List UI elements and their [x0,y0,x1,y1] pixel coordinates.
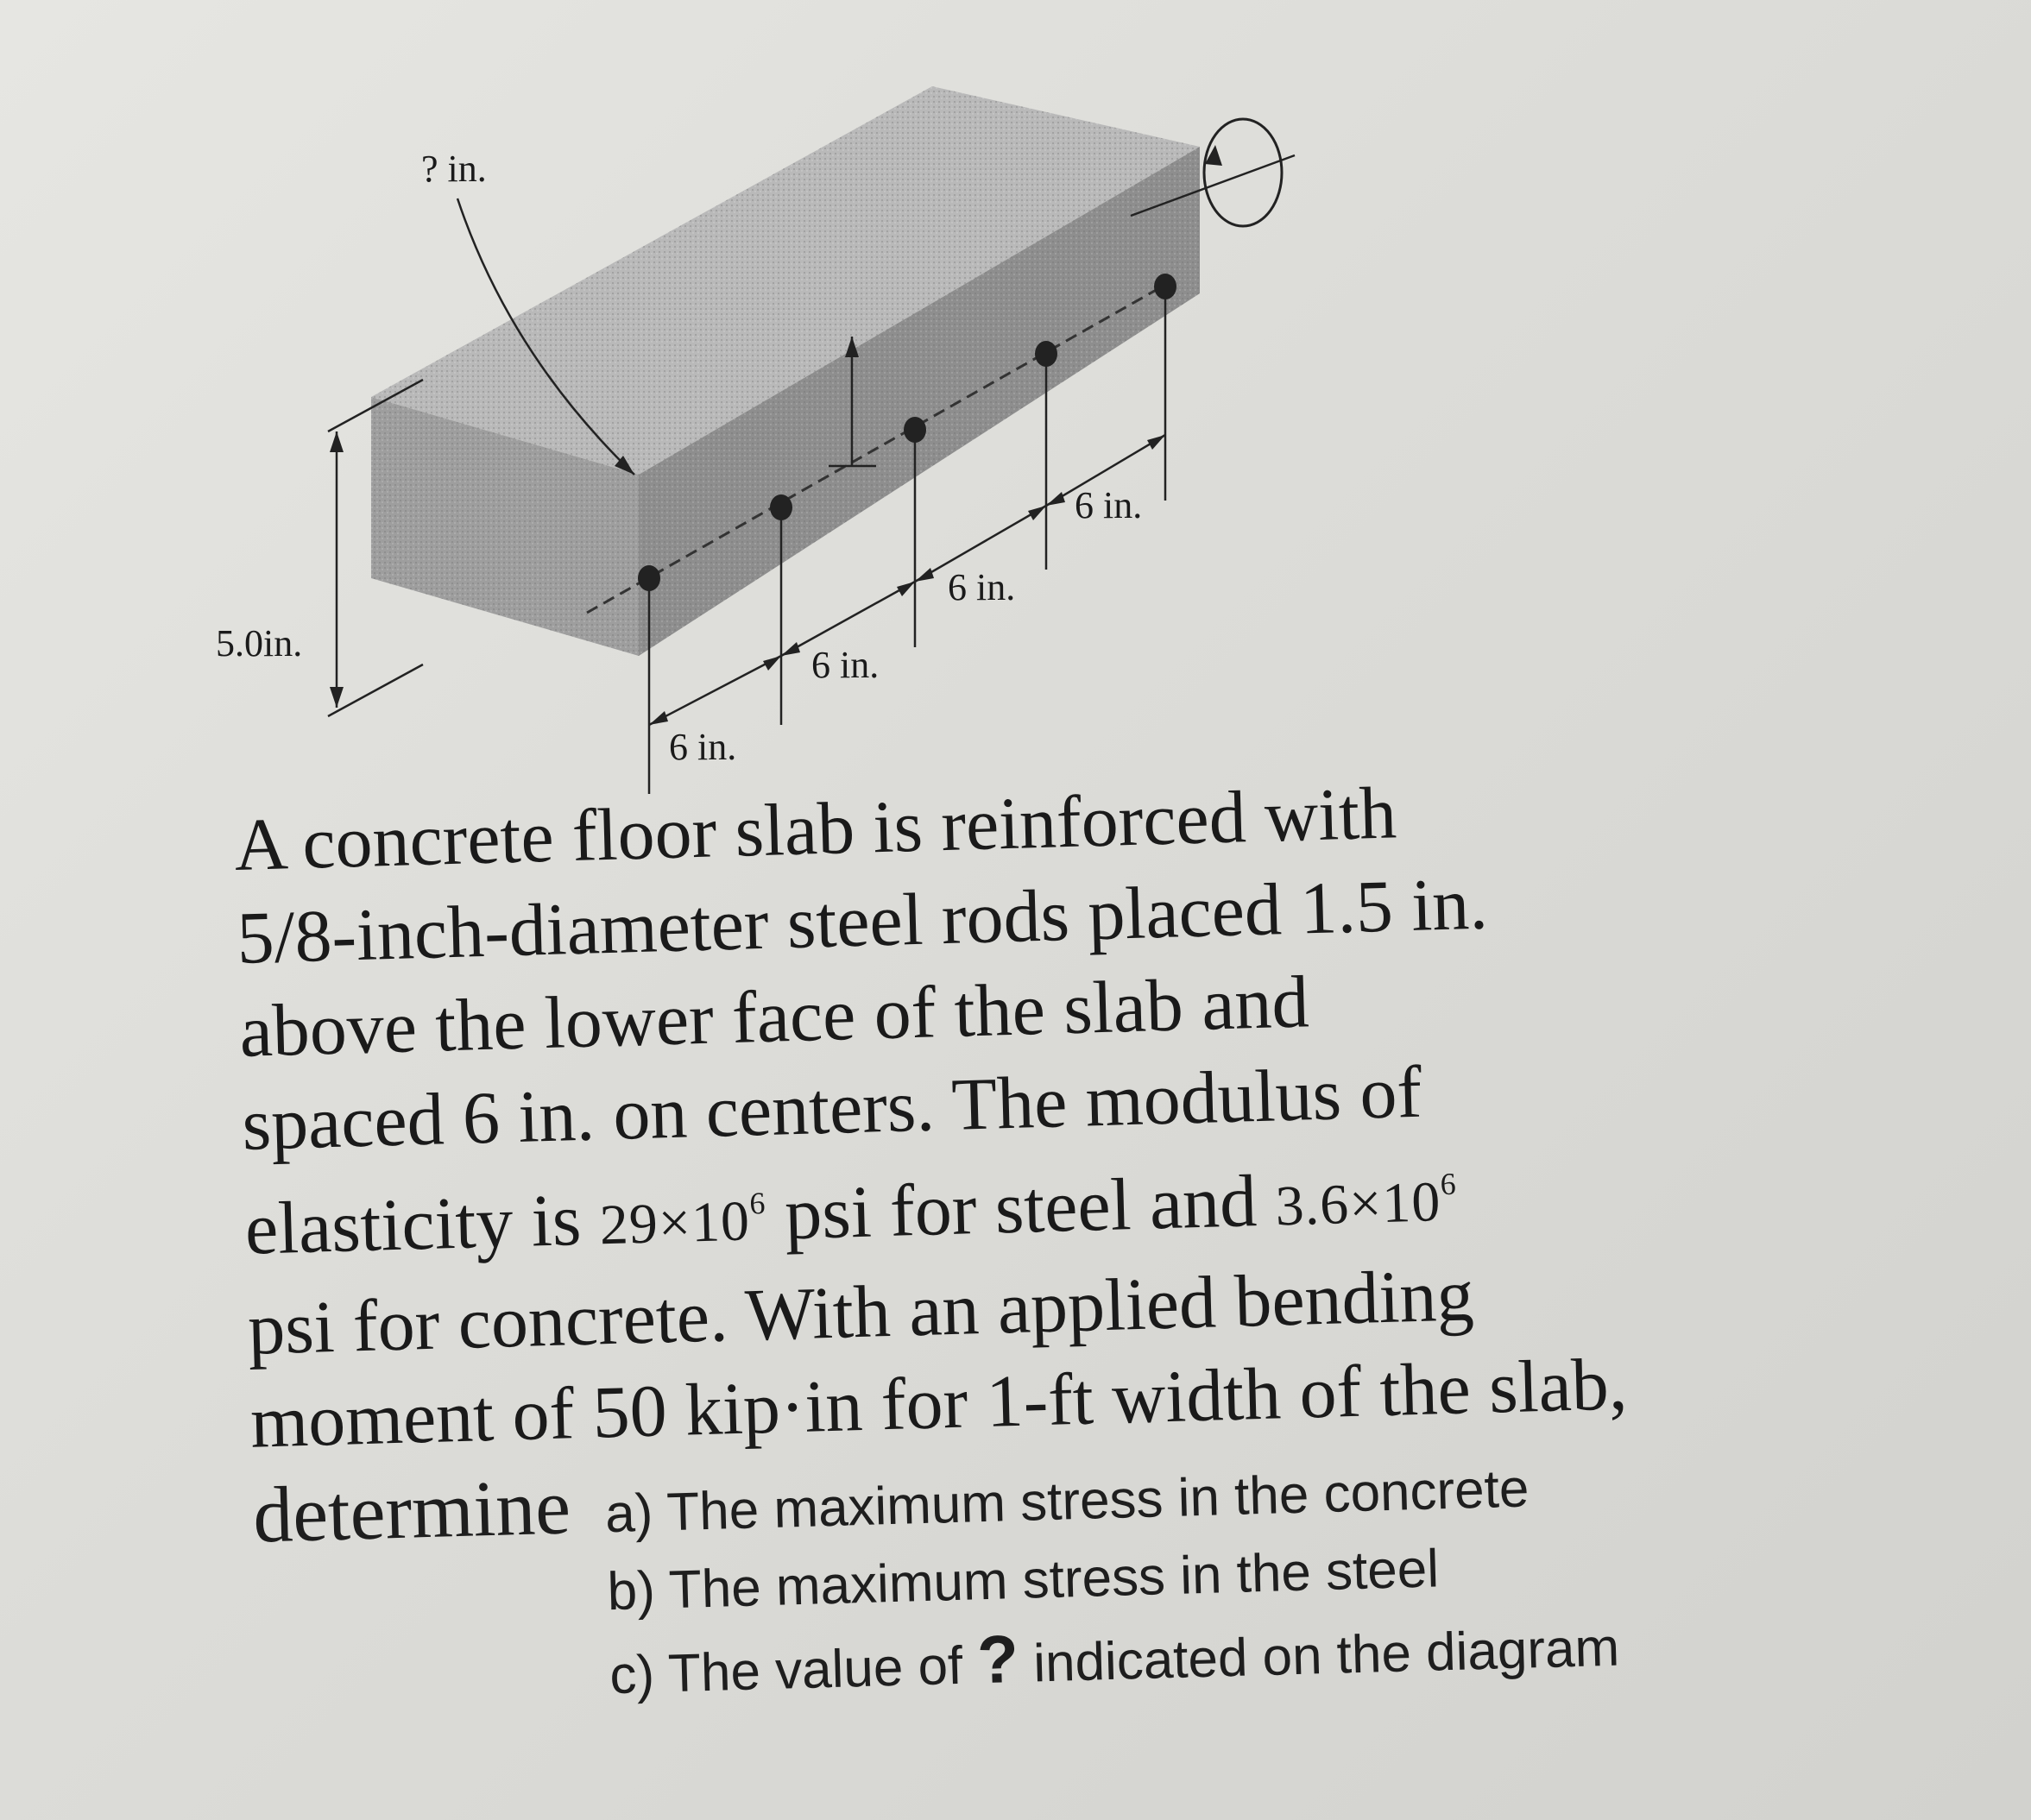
problem-statement [233,751,1967,1725]
determine-row [252,1420,1968,1724]
spacing-label: 6 in. [669,726,737,768]
line-text: psi for steel and [765,1158,1277,1256]
concrete-modulus: $3.6\times 10^6$ [1274,1166,1458,1238]
problem-line: psi for concrete. With an applied bending [246,1253,1475,1370]
part-b: b) The maximum stress in the steel [606,1539,1440,1622]
part-c: c) The value of ? indicated on the diagram [609,1617,1620,1706]
problem-line: moment of 50 kip·in for 1-ft width of the slab, [249,1342,1629,1464]
line-text: elasticity is [243,1177,601,1270]
slab-diagram [216,69,1347,811]
determine-word: determine [251,1462,572,1559]
steel-modulus: $29\times 10^6$ [598,1185,766,1257]
question-mark: ? [976,1621,1020,1698]
problem-line: above the lower face of the slab and [238,960,1310,1073]
part-a: a) The maximum stress in the concrete [604,1458,1530,1545]
spacing-label: 6 in. [1075,484,1143,526]
problem-line: A concrete floor slab is reinforced with [233,771,1398,886]
spacing-label: 6 in. [811,644,880,686]
spacing-label: 6 in. [948,566,1016,608]
problem-line: spaced 6 in. on centers. The modulus of [241,1049,1423,1166]
slab-thickness-label: 5.0in. [216,622,303,664]
question-parts [604,1448,1620,1716]
question-depth-label: ? in. [421,148,487,190]
problem-line: 5/8-inch-diameter steel rods placed 1.5 in. [236,861,1489,979]
